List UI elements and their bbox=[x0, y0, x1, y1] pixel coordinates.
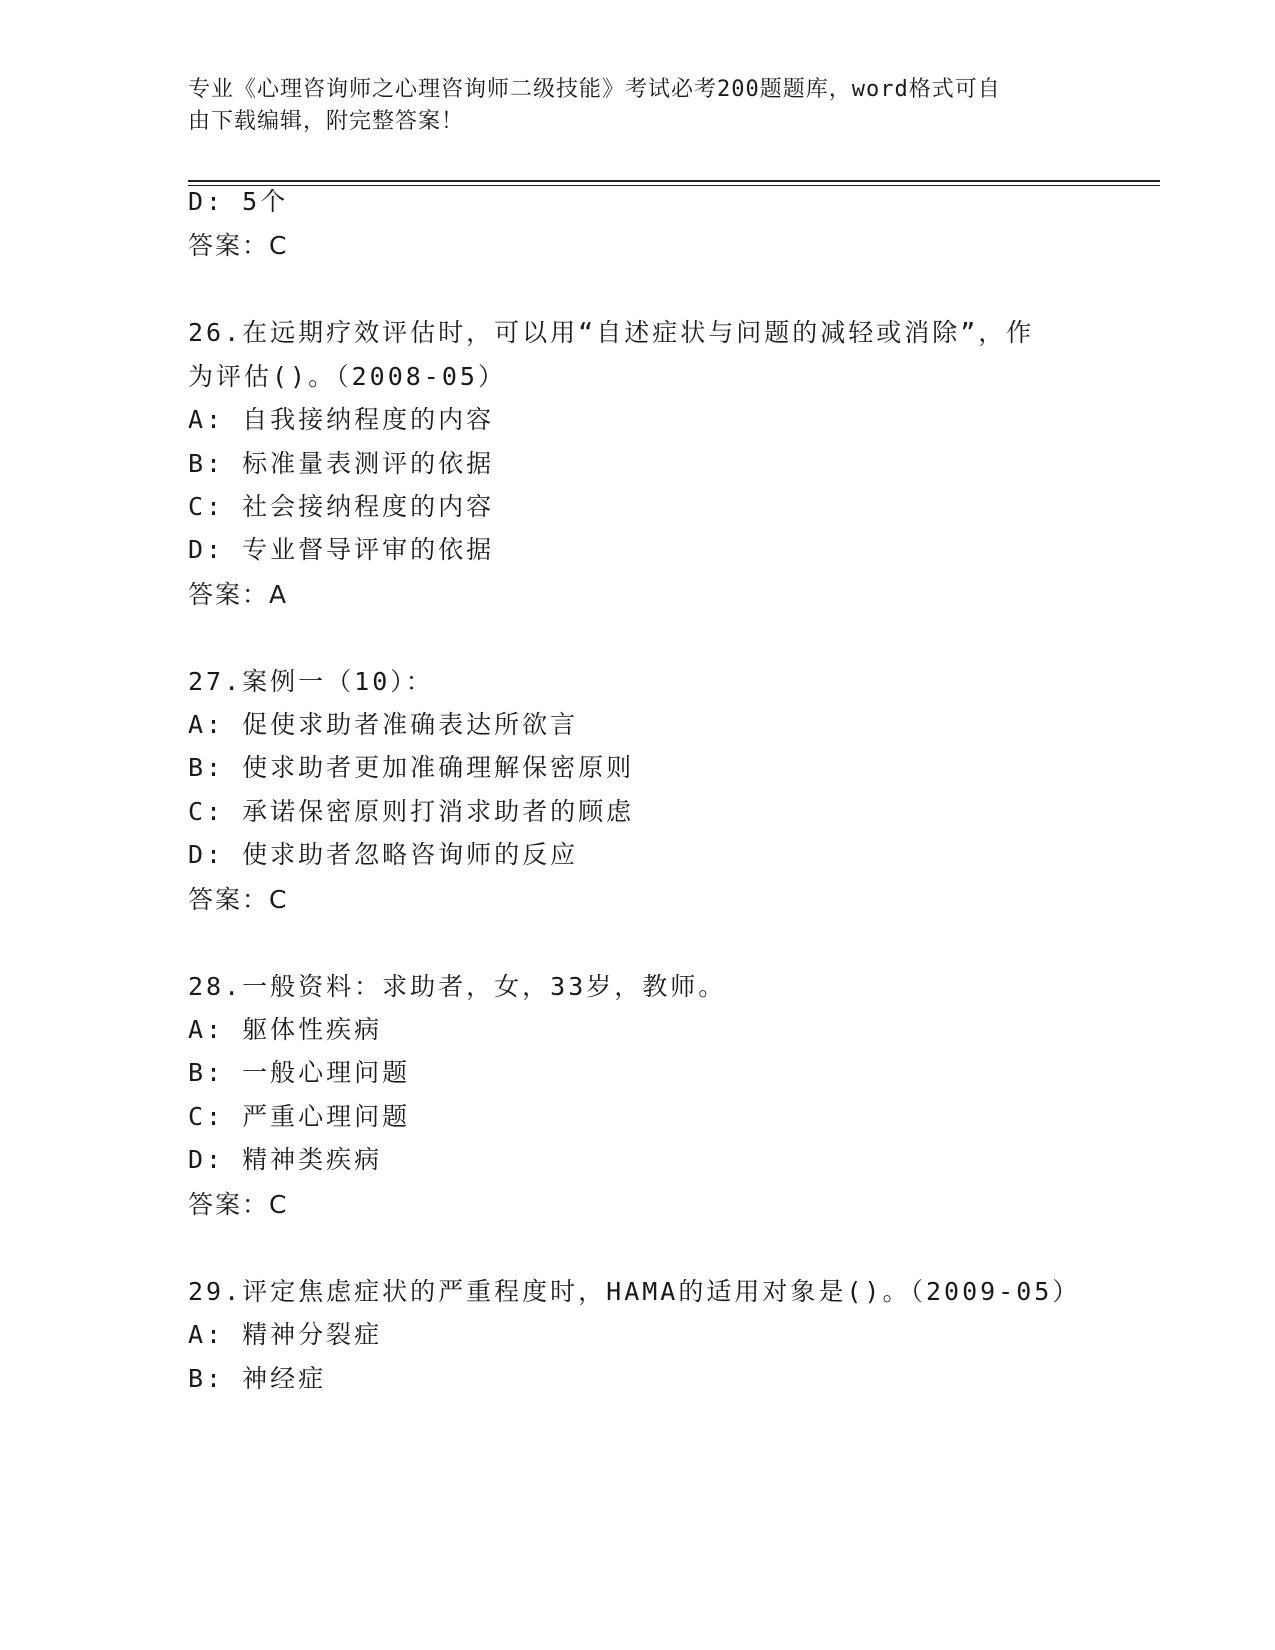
header-rule-thin bbox=[188, 185, 1160, 186]
header-line-1: 专业《心理咨询师之心理咨询师二级技能》考试必考200题题库，word格式可自 bbox=[188, 77, 1001, 102]
q28-answer: 答案：C bbox=[188, 1190, 289, 1219]
header-rule-thick bbox=[188, 180, 1160, 182]
q28-stem: 28.一般资料：求助者，女，33岁，教师。 bbox=[188, 972, 727, 1001]
q26-option-d: D: 专业督导评审的依据 bbox=[188, 535, 495, 564]
q29-stem: 29.评定焦虑症状的严重程度时，HAMA的适用对象是()。（2009-05） bbox=[188, 1277, 1081, 1306]
q26-answer: 答案：A bbox=[188, 580, 289, 609]
q27-answer: 答案：C bbox=[188, 885, 289, 914]
prev-option-d: D: 5个 bbox=[188, 187, 289, 216]
q26-option-b: B: 标准量表测评的依据 bbox=[188, 449, 495, 478]
header-line-2: 由下载编辑，附完整答案！ bbox=[188, 109, 465, 134]
q27-option-a: A: 促使求助者准确表达所欲言 bbox=[188, 710, 579, 739]
q29-option-a: A: 精神分裂症 bbox=[188, 1320, 383, 1349]
q28-option-d: D: 精神类疾病 bbox=[188, 1145, 383, 1174]
q26-stem-line-2: 为评估()。（2008-05） bbox=[188, 362, 506, 391]
q28-option-c: C: 严重心理问题 bbox=[188, 1102, 411, 1131]
prev-answer: 答案：C bbox=[188, 231, 289, 260]
q27-option-c: C: 承诺保密原则打消求助者的顾虑 bbox=[188, 797, 635, 826]
q26-stem-line-1: 26.在远期疗效评估时，可以用“自述症状与问题的减轻或消除”，作 bbox=[188, 318, 1035, 347]
q28-option-b: B: 一般心理问题 bbox=[188, 1058, 411, 1087]
q26-option-c: C: 社会接纳程度的内容 bbox=[188, 492, 495, 521]
q27-option-d: D: 使求助者忽略咨询师的反应 bbox=[188, 840, 579, 869]
document-header bbox=[188, 74, 1068, 138]
q28-option-a: A: 躯体性疾病 bbox=[188, 1015, 383, 1044]
q27-stem: 27.案例一（10）： bbox=[188, 667, 434, 696]
q27-option-b: B: 使求助者更加准确理解保密原则 bbox=[188, 753, 635, 782]
q26-option-a: A: 自我接纳程度的内容 bbox=[188, 405, 495, 434]
q29-option-b: B: 神经症 bbox=[188, 1364, 327, 1393]
